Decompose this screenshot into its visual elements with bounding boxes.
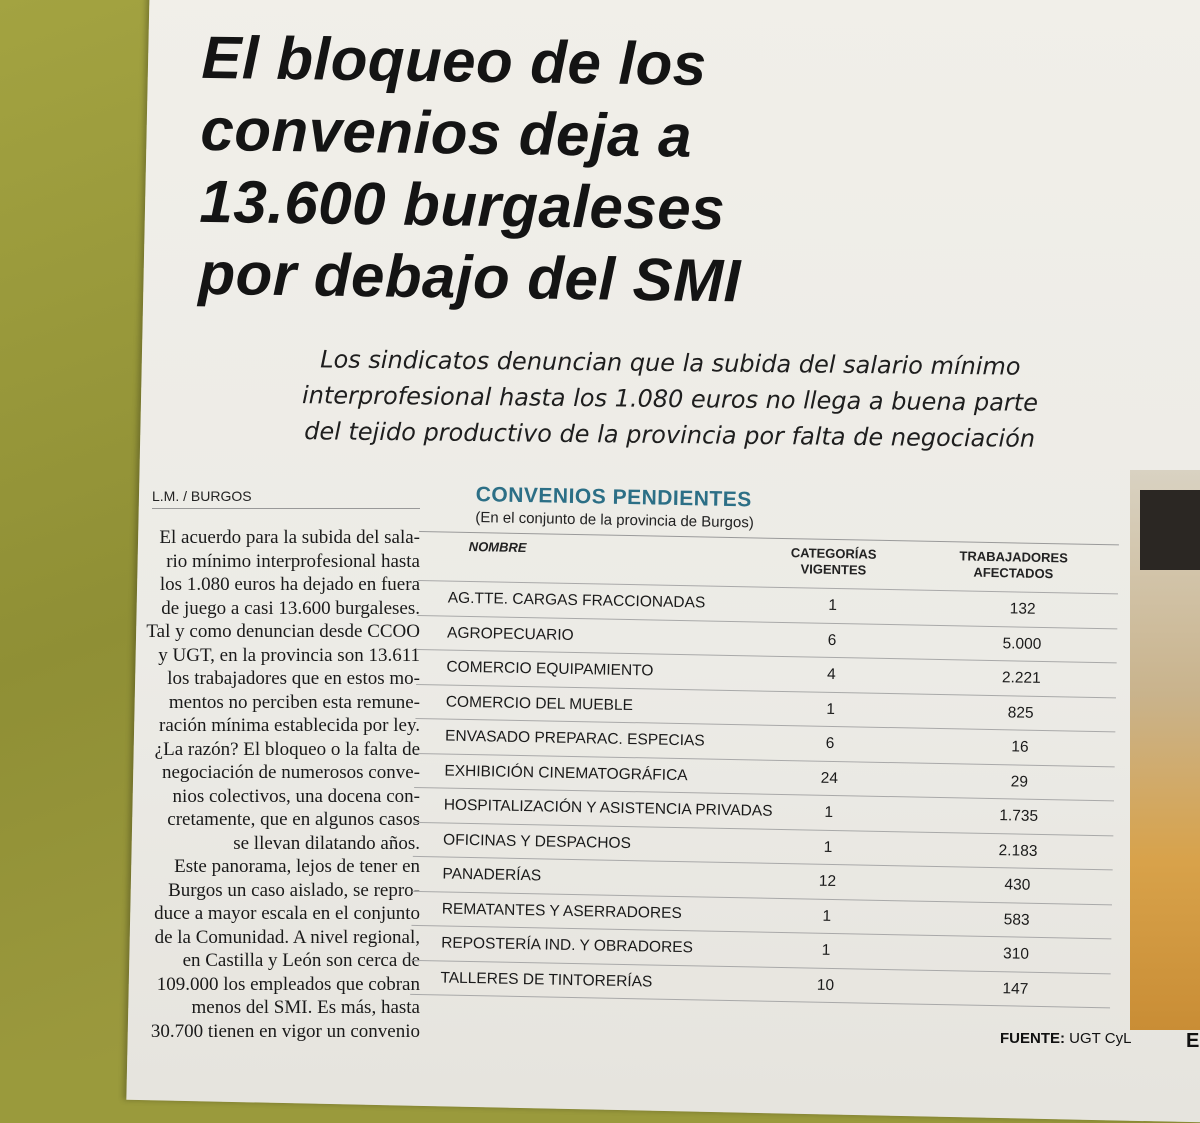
article-line: 30.700 tienen en vigor un convenio xyxy=(150,1020,420,1042)
side-photo xyxy=(1130,470,1200,1030)
row-workers: 29 xyxy=(1010,772,1029,791)
row-workers: 2.183 xyxy=(998,841,1038,860)
headline-line: El bloqueo de los xyxy=(201,23,708,98)
side-photo-dark-area xyxy=(1140,490,1200,570)
row-workers: 2.221 xyxy=(1001,669,1041,687)
article-line: rio mínimo interprofesional hasta xyxy=(166,550,420,572)
article-line: menos del SMI. Es más, hasta xyxy=(191,997,420,1018)
row-categories: 6 xyxy=(827,631,837,649)
row-name: COMERCIO DEL MUEBLE xyxy=(445,693,634,714)
article-line: El acuerdo para la subida del sala- xyxy=(159,527,420,548)
row-name: REPOSTERÍA IND. Y OBRADORES xyxy=(440,934,694,957)
article-line: cretamente, que en algunos casos xyxy=(167,809,420,830)
row-name: AG.TTE. CARGAS FRACCIONADAS xyxy=(447,589,706,612)
table-title: CONVENIOS PENDIENTES xyxy=(475,483,753,512)
byline: L.M. / BURGOS xyxy=(152,488,420,509)
row-workers: 132 xyxy=(1009,600,1036,618)
row-workers: 1.735 xyxy=(999,807,1039,825)
header-workers xyxy=(938,548,1089,583)
subheadline xyxy=(149,340,1190,459)
source-label: FUENTE: xyxy=(1000,1030,1065,1047)
row-categories: 10 xyxy=(816,976,835,994)
row-categories: 4 xyxy=(826,665,836,684)
header-categories-line1: CATEGORÍAS xyxy=(790,545,877,562)
article-line: de juego a casi 13.600 burgaleses. xyxy=(161,597,420,619)
row-categories: 6 xyxy=(825,734,835,753)
header-workers-line1: TRABAJADORES xyxy=(959,548,1068,566)
source-credit xyxy=(1000,1030,1131,1047)
row-workers: 5.000 xyxy=(1002,634,1042,653)
subheadline-line: Los sindicatos denuncian que la subida del salario mínimo xyxy=(320,345,1021,381)
subheadline-line: del tejido productivo de la provincia por falta de negociación xyxy=(304,417,1036,453)
article-line: ¿La razón? El bloqueo o la falta de xyxy=(154,738,420,760)
article-line: se llevan dilatando años. xyxy=(233,832,420,854)
row-name: COMERCIO EQUIPAMIENTO xyxy=(446,658,654,680)
article-line: 109.000 los empleados que cobran xyxy=(156,973,420,995)
headline xyxy=(198,22,1082,322)
row-categories: 1 xyxy=(824,803,834,821)
header-categories xyxy=(778,545,889,579)
article-line: Este panorama, lejos de tener en xyxy=(174,856,420,877)
row-categories: 1 xyxy=(828,596,838,615)
article-line: y UGT, en la provincia son 13.611 xyxy=(158,644,420,666)
headline-line: convenios deja a xyxy=(200,95,693,170)
article-line: de la Comunidad. A nivel regional, xyxy=(154,926,420,948)
row-categories: 12 xyxy=(818,872,837,891)
edge-text: E xyxy=(1186,1030,1200,1052)
row-name: ENVASADO PREPARAC. ESPECIAS xyxy=(444,727,705,750)
article-line: Tal y como denuncian desde CCOO xyxy=(146,621,420,642)
row-workers: 825 xyxy=(1007,703,1034,722)
subheadline-line: interprofesional hasta los 1.080 euros no llega a buena parte xyxy=(301,381,1039,417)
header-categories-line2: VIGENTES xyxy=(800,561,867,578)
article-line: ración mínima establecida por ley. xyxy=(159,715,420,736)
article-line: en Castilla y León son cerca de xyxy=(182,950,420,971)
row-categories: 24 xyxy=(820,769,839,787)
convenios-table xyxy=(410,482,1120,1034)
row-workers: 583 xyxy=(1003,910,1030,929)
article-body xyxy=(60,526,420,1043)
row-name: OFICINAS Y DESPACHOS xyxy=(442,831,632,852)
row-name: HOSPITALIZACIÓN Y ASISTENCIA PRIVADAS xyxy=(443,796,773,820)
headline-line: 13.600 burgaleses xyxy=(199,167,726,243)
table-subtitle: (En el conjunto de la provincia de Burgos) xyxy=(475,509,754,532)
header-workers-line2: AFECTADOS xyxy=(973,564,1054,582)
row-workers: 147 xyxy=(1002,979,1029,998)
row-name: PANADERÍAS xyxy=(442,865,542,885)
row-workers: 430 xyxy=(1004,876,1031,894)
article-line: duce a mayor escala en el conjunto xyxy=(154,903,420,924)
row-name: EXHIBICIÓN CINEMATOGRÁFICA xyxy=(444,762,688,784)
row-categories: 1 xyxy=(821,941,831,959)
article-line: los 1.080 euros ha dejado en fuera xyxy=(159,574,420,595)
article-line: Burgos un caso aislado, se repro- xyxy=(168,879,420,901)
row-name: TALLERES DE TINTORERÍAS xyxy=(440,968,653,991)
row-name: AGROPECUARIO xyxy=(446,624,574,644)
article-line: negociación de numerosos conve- xyxy=(162,762,420,783)
table-rows xyxy=(410,580,1118,1007)
source-value: UGT CyL xyxy=(1069,1030,1132,1047)
row-categories: 1 xyxy=(826,700,836,718)
row-workers: 16 xyxy=(1011,738,1029,756)
row-categories: 1 xyxy=(822,907,832,925)
article-line: nios colectivos, una docena con- xyxy=(172,785,420,807)
article-line: los trabajadores que en estos mo- xyxy=(167,668,420,689)
article-line: mentos no perciben esta remune- xyxy=(168,691,420,713)
row-workers: 310 xyxy=(1002,945,1030,963)
row-categories: 1 xyxy=(823,838,833,856)
row-name: REMATANTES Y ASERRADORES xyxy=(441,899,682,922)
header-name: NOMBRE xyxy=(468,538,527,556)
headline-line: por debajo del SMI xyxy=(198,239,742,315)
